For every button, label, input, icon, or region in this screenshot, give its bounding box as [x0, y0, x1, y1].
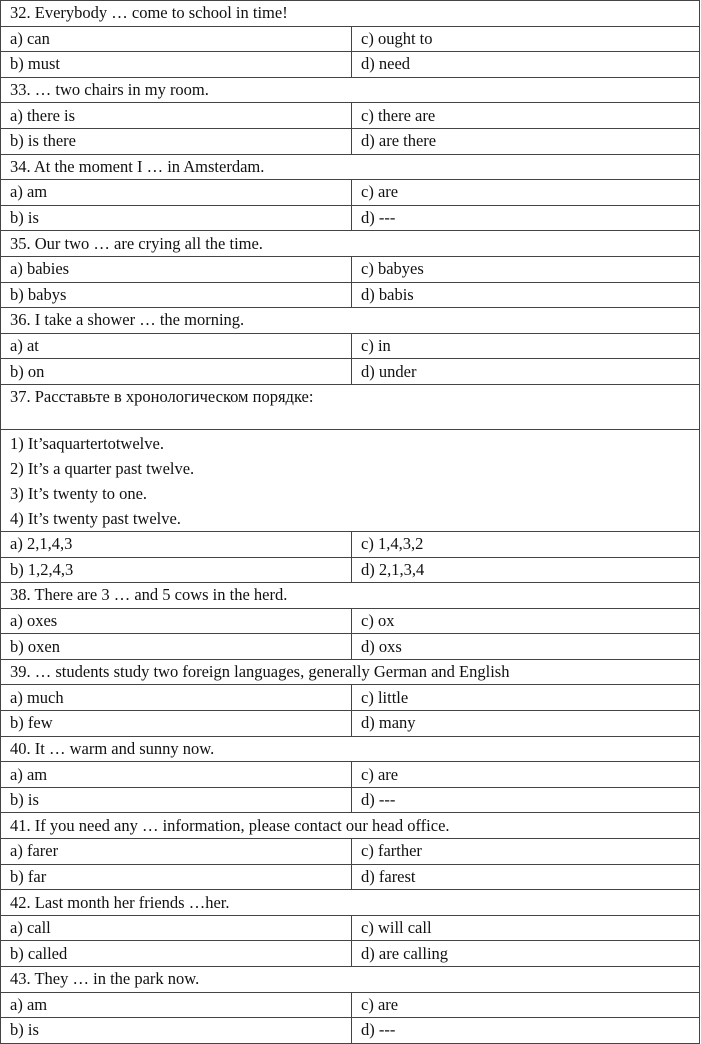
option-a: a) farer [1, 839, 352, 865]
option-d: d) are calling [352, 941, 700, 967]
option-a: a) at [1, 333, 352, 359]
question-text: 36. I take a shower … the morning. [1, 308, 700, 334]
question-text: 38. There are 3 … and 5 cows in the herd. [1, 583, 700, 609]
option-d: d) oxs [352, 634, 700, 660]
option-c: c) in [352, 333, 700, 359]
option-a: a) am [1, 762, 352, 788]
question-row [1, 154, 700, 180]
options-row [1, 359, 700, 385]
option-a: a) 2,1,4,3 [1, 531, 352, 557]
options-row [1, 839, 700, 865]
question-row [1, 890, 700, 916]
options-row [1, 608, 700, 634]
option-d: d) under [352, 359, 700, 385]
options-row [1, 1018, 700, 1044]
options-row [1, 685, 700, 711]
options-row [1, 282, 700, 308]
option-d: d) babis [352, 282, 700, 308]
option-d: d) 2,1,3,4 [352, 557, 700, 583]
question-text: 32. Everybody … come to school in time! [1, 1, 700, 27]
option-b: b) 1,2,4,3 [1, 557, 352, 583]
question-row [1, 967, 700, 993]
question-row [1, 813, 700, 839]
option-d: d) are there [352, 128, 700, 154]
options-row [1, 864, 700, 890]
question-text: 41. If you need any … information, please contact our head office. [1, 813, 700, 839]
question-text: 43. They … in the park now. [1, 967, 700, 993]
question-row [1, 736, 700, 762]
ordering-list-row [1, 429, 700, 531]
list-item: 1) It’saquartertotwelve. [10, 433, 164, 453]
option-b: b) oxen [1, 634, 352, 660]
options-row [1, 992, 700, 1018]
options-row [1, 711, 700, 737]
option-b: b) is there [1, 128, 352, 154]
option-a: a) can [1, 26, 352, 52]
options-row [1, 557, 700, 583]
list-item: 2) It’s a quarter past twelve. [10, 458, 195, 478]
list-item: 3) It’s twenty to one. [10, 483, 148, 503]
question-text: 40. It … warm and sunny now. [1, 736, 700, 762]
option-b: b) babys [1, 282, 352, 308]
ordering-list [1, 429, 700, 531]
question-row [1, 77, 700, 103]
option-d: d) many [352, 711, 700, 737]
option-b: b) is [1, 1018, 352, 1044]
option-c: c) ox [352, 608, 700, 634]
option-a: a) oxes [1, 608, 352, 634]
option-d: d) need [352, 52, 700, 78]
option-a: a) babies [1, 256, 352, 282]
option-d: d) farest [352, 864, 700, 890]
option-a: a) am [1, 180, 352, 206]
option-a: a) much [1, 685, 352, 711]
option-b: b) is [1, 205, 352, 231]
question-text: 39. … students study two foreign languages, generally German and English [1, 659, 700, 685]
option-c: c) are [352, 992, 700, 1018]
option-c: c) there are [352, 103, 700, 129]
question-row [1, 659, 700, 685]
options-row [1, 787, 700, 813]
question-row [1, 583, 700, 609]
options-row [1, 103, 700, 129]
options-row [1, 128, 700, 154]
option-b: b) must [1, 52, 352, 78]
question-row [1, 1, 700, 27]
options-row [1, 941, 700, 967]
option-c: c) farther [352, 839, 700, 865]
option-b: b) few [1, 711, 352, 737]
option-b: b) far [1, 864, 352, 890]
option-d: d) --- [352, 787, 700, 813]
options-row [1, 256, 700, 282]
question-text: 42. Last month her friends …her. [1, 890, 700, 916]
option-a: a) call [1, 915, 352, 941]
question-text: 35. Our two … are crying all the time. [1, 231, 700, 257]
option-b: b) called [1, 941, 352, 967]
options-row [1, 762, 700, 788]
options-row [1, 205, 700, 231]
option-a: a) there is [1, 103, 352, 129]
question-row [1, 308, 700, 334]
option-d: d) --- [352, 1018, 700, 1044]
question-row [1, 231, 700, 257]
option-a: a) am [1, 992, 352, 1018]
options-row [1, 26, 700, 52]
option-c: c) are [352, 180, 700, 206]
option-b: b) is [1, 787, 352, 813]
question-text: 34. At the moment I … in Amsterdam. [1, 154, 700, 180]
option-d: d) --- [352, 205, 700, 231]
options-row [1, 531, 700, 557]
options-row [1, 634, 700, 660]
options-row [1, 333, 700, 359]
options-row [1, 52, 700, 78]
question-text: 37. Расставьте в хронологическом порядке: [1, 384, 700, 429]
option-c: c) little [352, 685, 700, 711]
option-c: c) will call [352, 915, 700, 941]
option-c: c) 1,4,3,2 [352, 531, 700, 557]
list-item: 4) It’s twenty past twelve. [10, 508, 181, 528]
option-c: c) babyes [352, 256, 700, 282]
option-b: b) on [1, 359, 352, 385]
options-row [1, 180, 700, 206]
options-row [1, 915, 700, 941]
option-c: c) ought to [352, 26, 700, 52]
question-row [1, 384, 700, 429]
option-c: c) are [352, 762, 700, 788]
question-text: 33. … two chairs in my room. [1, 77, 700, 103]
